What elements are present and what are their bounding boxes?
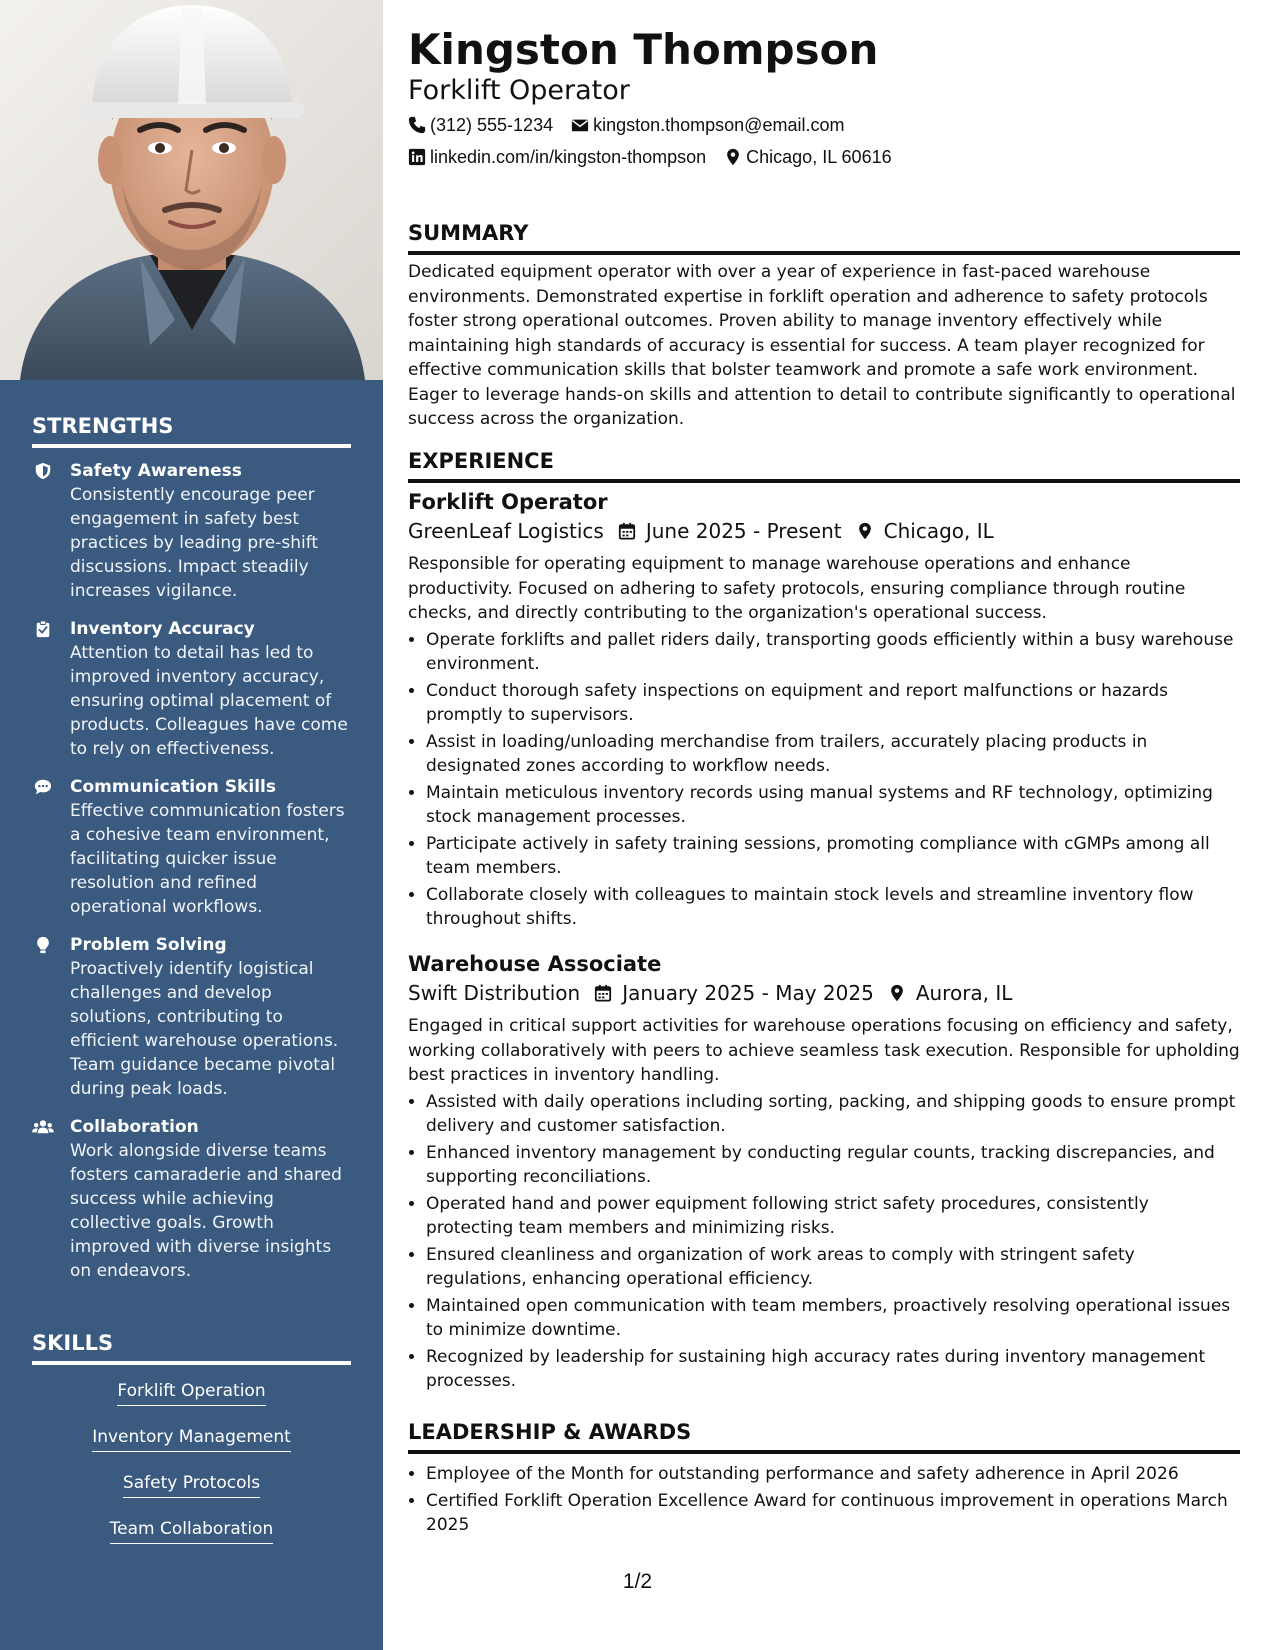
awards-heading: LEADERSHIP & AWARDS [408,1418,1240,1454]
strengths-list [32,459,352,1297]
strength-description: Attention to detail has led to improved inventory accuracy, ensuring optimal placement of products. Colleagues have come to rely on effectiveness. [70,643,348,759]
strength-title: Inventory Accuracy [70,619,255,639]
phone-icon [408,116,426,134]
strength-description: Consistently encourage peer engagement in safety best practices by leading pre-shift discussions. Impact steadily increases vigilance. [70,485,319,601]
chat-bubble-icon [34,778,52,796]
linkedin-text: linkedin.com/in/kingston-thompson [430,147,707,167]
bullet-item: • Assisted with daily operations including sorting, packing, and shipping goods to ensure prompt delivery and customer satisfaction. [426,1090,1240,1139]
skills-heading: SKILLS [32,1331,351,1365]
award-item: • Employee of the Month for outstanding performance and safety adherence in April 2026 [426,1462,1240,1487]
job-meta [408,978,1240,1008]
strength-item [32,459,352,603]
location-contact [724,145,891,169]
linkedin-contact[interactable] [408,145,706,169]
job-bullets [408,1090,1240,1394]
skill-item: Inventory Management [92,1426,291,1452]
strength-description: Proactively identify logistical challenges and develop solutions, contributing to efficient warehouse operations. Team guidance became pivotal during peak loads. [70,959,339,1099]
skills-list [32,1380,351,1564]
experience-heading: EXPERIENCE [408,447,1240,483]
candidate-name: Kingston Thompson [408,25,879,74]
strength-title: Safety Awareness [70,461,242,481]
strength-title: Problem Solving [70,935,227,955]
profile-photo [0,0,383,380]
job-location [856,516,994,546]
summary-text: Dedicated equipment operator with over a year of experience in fast-paced warehouse environments. Demonstrated expertise in forklift operation and adherence to safety protocols foster strong operational outcomes. Proven ability to manage inventory effectively while maintaining high standards of accuracy is essential for success. A team player recognized for effective communication skills that bolster teamwork and promote a safe work environment. Eager to leverage hands-on skills and attention to detail to contribute significantly to operational success across the organization. [408,262,1236,429]
map-pin-icon [888,984,906,1002]
sidebar [0,0,383,1650]
location-text: Aurora, IL [915,981,1013,1005]
strength-description: Effective communication fosters a cohesive team environment, facilitating quicker issue resolution and refined operational workflows. [70,801,345,917]
bullet-item: • Conduct thorough safety inspections on equipment and report malfunctions or hazards promptly to supervisors. [426,679,1240,728]
page-number: 1/2 [622,1570,653,1593]
dates-text: June 2025 - Present [645,519,842,543]
location-text: Chicago, IL 60616 [746,147,892,167]
bullet-item: • Enhanced inventory management by conducting regular counts, tracking discrepancies, and supporting reconciliations. [426,1141,1240,1190]
job-location [888,978,1013,1008]
dates-text: January 2025 - May 2025 [622,981,874,1005]
strengths-heading: STRENGTHS [32,414,351,448]
strength-item [32,1115,352,1283]
bullet-item: • Participate actively in safety training sessions, promoting compliance with cGMPs among all team members. [426,832,1240,881]
skill-item: Safety Protocols [123,1472,260,1498]
strength-item [32,617,352,761]
job-entry [408,950,1240,1396]
phone-contact [408,113,553,137]
candidate-title: Forklift Operator [408,75,630,106]
lightbulb-icon [34,936,52,954]
bullet-item: • Maintain meticulous inventory records using manual systems and RF technology, optimizing stock management processes. [426,781,1240,830]
job-meta [408,516,1240,546]
skill-item: Forklift Operation [117,1380,265,1406]
job-dates [618,516,842,546]
linkedin-icon [408,148,426,166]
strength-item [32,933,352,1101]
contact-row-2 [408,145,910,169]
job-title: Forklift Operator [408,490,608,514]
job-dates [594,978,874,1008]
calendar-icon [594,984,612,1002]
job-entry [408,488,1240,934]
strength-title: Communication Skills [70,777,276,797]
email-text: kingston.thompson@email.com [593,115,845,135]
company-name: GreenLeaf Logistics [408,519,604,543]
bullet-item: • Recognized by leadership for sustaining high accuracy rates during inventory management processes. [426,1345,1240,1394]
awards-list [408,1460,1240,1540]
skill-item: Team Collaboration [110,1518,274,1544]
users-icon [31,1118,55,1136]
bullet-item: • Assist in loading/unloading merchandise from trailers, accurately placing products in designated zones according to workflow needs. [426,730,1240,779]
location-text: Chicago, IL [883,519,994,543]
contact-row-1 [408,113,862,137]
bullet-item: • Ensured cleanliness and organization of work areas to comply with stringent safety regulations, enhancing operational efficiency. [426,1243,1240,1292]
awards-bullets [408,1462,1240,1538]
email-contact[interactable] [571,113,844,137]
map-pin-icon [856,522,874,540]
phone-text: (312) 555-1234 [430,115,554,135]
job-summary: Responsible for operating equipment to manage warehouse operations and enhance productivity. Focused on adhering to safety protocols, ensuring compliance through routine checks, and directly contributing to the organization's operational success. [408,554,1186,623]
clipboard-check-icon [34,620,52,638]
map-pin-icon [724,148,742,166]
summary-heading: SUMMARY [408,219,1240,255]
calendar-icon [618,522,636,540]
job-summary: Engaged in critical support activities for warehouse operations focusing on efficiency and safety, working collaboratively with peers to achieve seamless task execution. Responsible for upholding best practices in inventory handling. [408,1016,1240,1085]
bullet-item: • Collaborate closely with colleagues to maintain stock levels and streamline inventory flow throughout shifts. [426,883,1240,932]
envelope-icon [571,116,589,134]
bullet-item: • Operated hand and power equipment following strict safety procedures, consistently protecting team members and minimizing risks. [426,1192,1240,1241]
job-bullets [408,628,1240,932]
award-item: • Certified Forklift Operation Excellence Award for continuous improvement in operations March 2025 [426,1489,1240,1538]
strength-title: Collaboration [70,1117,199,1137]
strength-description: Work alongside diverse teams fosters camaraderie and shared success while achieving collective goals. Growth improved with diverse insights on endeavors. [70,1141,342,1281]
job-title: Warehouse Associate [408,952,662,976]
shield-icon [34,462,52,480]
company-name: Swift Distribution [408,981,581,1005]
bullet-item: • Maintained open communication with team members, proactively resolving operational issues to minimize downtime. [426,1294,1240,1343]
strength-item [32,775,352,919]
bullet-item: • Operate forklifts and pallet riders daily, transporting goods efficiently within a busy warehouse environment. [426,628,1240,677]
